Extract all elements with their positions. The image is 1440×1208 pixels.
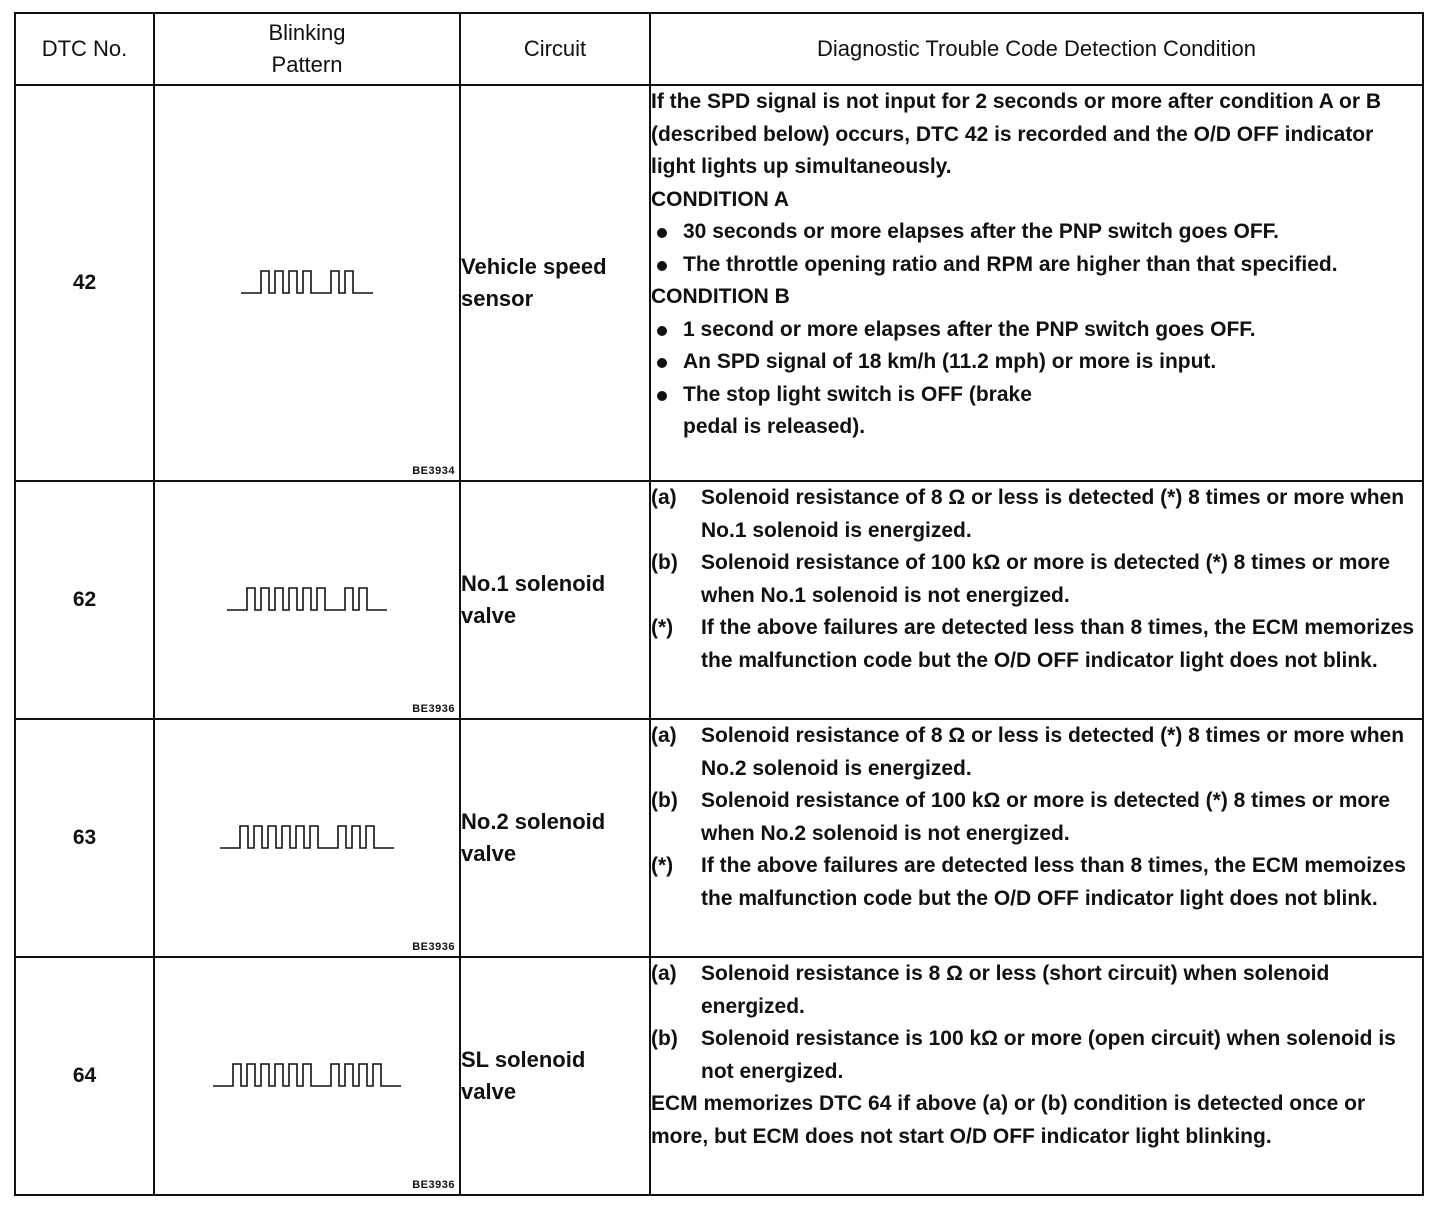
blink-pattern-waveform bbox=[157, 263, 457, 303]
item-marker: (b) bbox=[651, 789, 678, 812]
blink-pattern-cell bbox=[154, 85, 460, 481]
item-text: If the above failures are detected less than 8 times, the ECM memorizes the malfunction code but the O/D OFF indicator light does not blink. bbox=[701, 616, 1415, 672]
circuit-name bbox=[460, 85, 650, 481]
item-marker: (a) bbox=[651, 486, 677, 509]
table-row bbox=[15, 957, 1423, 1195]
figure-ref: BE3936 bbox=[412, 941, 455, 953]
detection-condition bbox=[650, 719, 1423, 957]
dtc-table bbox=[14, 12, 1424, 1196]
detection-condition bbox=[650, 481, 1423, 719]
bullet-item: An SPD signal of 18 km/h (11.2 mph) or more is input. bbox=[651, 346, 1422, 379]
figure-ref: BE3936 bbox=[412, 703, 455, 715]
condition-item bbox=[651, 1023, 1422, 1088]
dtc-code: 62 bbox=[15, 481, 154, 719]
circuit-line1: No.1 solenoid bbox=[461, 571, 606, 596]
detection-condition bbox=[650, 957, 1423, 1195]
condition-item bbox=[651, 482, 1422, 547]
condition-item bbox=[651, 720, 1422, 785]
detection-condition bbox=[650, 85, 1423, 481]
header-row bbox=[15, 13, 1423, 85]
blink-pattern-cell bbox=[154, 957, 460, 1195]
waveform-line bbox=[241, 271, 373, 293]
item-marker: (*) bbox=[651, 616, 674, 639]
bullet-item: The stop light switch is OFF (brake pedal is released). bbox=[651, 379, 1422, 444]
item-text: Solenoid resistance of 8 Ω or less is detected (*) 8 times or more when No.2 solenoid is energized. bbox=[701, 724, 1405, 780]
blink-pattern-waveform bbox=[157, 580, 457, 620]
header-circuit: Circuit bbox=[460, 13, 650, 85]
dtc-code: 64 bbox=[15, 957, 154, 1195]
dtc-code: 63 bbox=[15, 719, 154, 957]
waveform-line bbox=[213, 1064, 401, 1086]
circuit-line1: SL solenoid bbox=[461, 1047, 586, 1072]
header-blink-line1: Blinking bbox=[268, 20, 346, 45]
header-condition: Diagnostic Trouble Code Detection Condition bbox=[650, 13, 1423, 85]
condition-item bbox=[651, 547, 1422, 612]
table-row bbox=[15, 719, 1423, 957]
figure-ref: BE3934 bbox=[412, 465, 455, 477]
condition-b-title: CONDITION B bbox=[651, 285, 790, 308]
header-blinking-pattern bbox=[154, 13, 460, 85]
condition-item bbox=[651, 958, 1422, 1023]
item-text: Solenoid resistance of 100 kΩ or more is detected (*) 8 times or more when No.1 solenoid is not energized. bbox=[701, 551, 1391, 607]
table-row bbox=[15, 481, 1423, 719]
bullet-item: 1 second or more elapses after the PNP switch goes OFF. bbox=[651, 314, 1422, 347]
blink-pattern-cell bbox=[154, 481, 460, 719]
condition-note: ECM memorizes DTC 64 if above (a) or (b) condition is detected once or more, but ECM does not start O/D OFF indicator light blinking. bbox=[651, 1092, 1366, 1148]
waveform-line bbox=[227, 588, 387, 610]
circuit-line2: valve bbox=[461, 603, 517, 628]
blink-pattern-cell bbox=[154, 719, 460, 957]
item-marker: (*) bbox=[651, 854, 674, 877]
bullet-item: The throttle opening ratio and RPM are higher than that specified. bbox=[651, 249, 1422, 282]
item-text: Solenoid resistance of 100 kΩ or more is detected (*) 8 times or more when No.2 solenoid is not energized. bbox=[701, 789, 1391, 845]
item-marker: (b) bbox=[651, 551, 678, 574]
circuit-line2: valve bbox=[461, 841, 517, 866]
header-dtc-no: DTC No. bbox=[15, 13, 154, 85]
condition-intro: If the SPD signal is not input for 2 seconds or more after condition A or B (described below) occurs, DTC 42 is recorded and the O/D OFF indicator light lights up simultaneously. bbox=[651, 90, 1382, 178]
circuit-name bbox=[460, 481, 650, 719]
dtc-code: 42 bbox=[15, 85, 154, 481]
circuit-line1: Vehicle speed bbox=[461, 254, 607, 279]
figure-ref: BE3936 bbox=[412, 1179, 455, 1191]
item-text: Solenoid resistance is 8 Ω or less (short circuit) when solenoid energized. bbox=[701, 962, 1330, 1018]
circuit-name bbox=[460, 957, 650, 1195]
blink-pattern-waveform bbox=[157, 1056, 457, 1096]
circuit-line2: sensor bbox=[461, 286, 534, 311]
table-row bbox=[15, 85, 1423, 481]
item-text: If the above failures are detected less than 8 times, the ECM memoizes the malfunction code but the O/D OFF indicator light does not blink. bbox=[701, 854, 1406, 910]
bullet-item: 30 seconds or more elapses after the PNP switch goes OFF. bbox=[651, 216, 1422, 249]
header-blink-line2: Pattern bbox=[271, 52, 343, 77]
blink-pattern-waveform bbox=[157, 818, 457, 858]
condition-item bbox=[651, 612, 1422, 677]
waveform-line bbox=[220, 826, 394, 848]
condition-item bbox=[651, 785, 1422, 850]
item-marker: (b) bbox=[651, 1027, 678, 1050]
item-text: Solenoid resistance is 100 kΩ or more (open circuit) when solenoid is not energized. bbox=[701, 1027, 1396, 1083]
condition-item bbox=[651, 850, 1422, 915]
circuit-line2: valve bbox=[461, 1079, 517, 1104]
item-marker: (a) bbox=[651, 724, 677, 747]
item-text: Solenoid resistance of 8 Ω or less is detected (*) 8 times or more when No.1 solenoid is energized. bbox=[701, 486, 1405, 542]
circuit-name bbox=[460, 719, 650, 957]
circuit-line1: No.2 solenoid bbox=[461, 809, 606, 834]
condition-a-title: CONDITION A bbox=[651, 187, 790, 211]
item-marker: (a) bbox=[651, 962, 677, 985]
